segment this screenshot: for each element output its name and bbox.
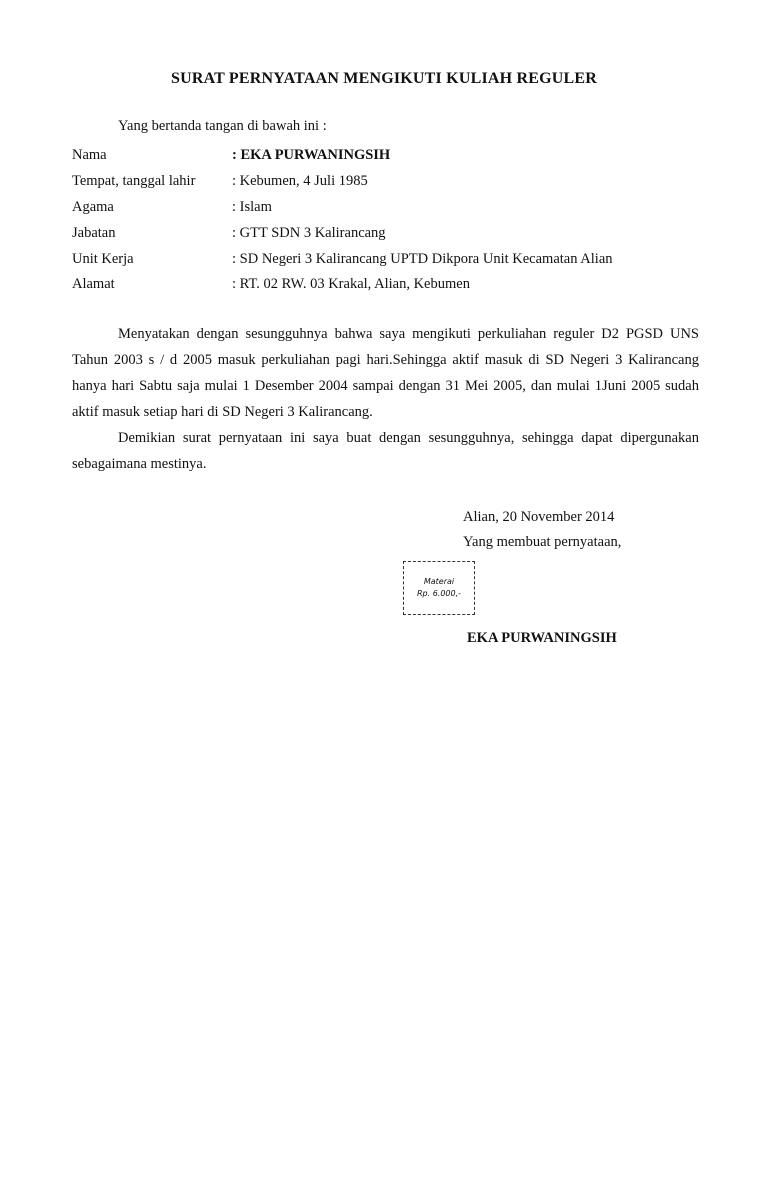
field-row-jabatan <box>72 220 712 246</box>
field-row-nama <box>72 143 712 169</box>
closing-paragraph: Demikian surat pernyataan ini saya buat dengan sesungguhnya, sehingga dapat dipergunakan sebagaimana mestinya. <box>72 430 699 472</box>
field-label: Tempat, tanggal lahir <box>72 173 196 190</box>
signer-name: EKA PURWANINGSIH <box>467 630 617 646</box>
field-value: : Kebumen, 4 Juli 1985 <box>232 173 368 190</box>
field-value: : EKA PURWANINGSIH <box>232 147 391 164</box>
stamp-line: Materai <box>423 577 455 586</box>
field-row-agama <box>72 195 712 221</box>
field-value: : RT. 02 RW. 03 Krakal, Alian, Kebumen <box>232 276 470 293</box>
field-value: : Islam <box>232 198 272 215</box>
field-label: Agama <box>72 198 114 215</box>
field-label: Alamat <box>72 276 115 293</box>
field-label: Nama <box>72 147 107 164</box>
identity-fields <box>72 143 712 298</box>
field-value: : SD Negeri 3 Kalirancang UPTD Dikpora Unit Kecamatan Alian <box>232 250 613 267</box>
statement-body <box>72 321 699 477</box>
field-row-unit-kerja <box>72 246 712 272</box>
field-label: Unit Kerja <box>72 250 134 267</box>
field-label: Jabatan <box>72 224 116 241</box>
stamp-amount: Rp. 6.000,- <box>416 589 462 598</box>
statement-paragraph: Menyatakan dengan sesungguhnya bahwa saya mengikuti perkuliahan reguler D2 PGSD UNS Tahun 2003 s / d 2005 masuk perkuliahan pagi hari.Sehingga aktif masuk di SD Negeri 3 Kalirancang hanya hari Sabtu saja mulai 1 Desember 2004 sampai dengan 31 Mei 2005, dan mulai 1Juni 2005 sudah aktif masuk setiap hari di SD Negeri 3 Kalirancang. <box>72 326 699 420</box>
maker-label: Yang membuat pernyataan, <box>463 534 622 550</box>
intro-text: Yang bertanda tangan di bawah ini : <box>118 118 327 134</box>
materai-stamp-box <box>403 561 475 615</box>
place-date: Alian, 20 November 2014 <box>463 509 615 525</box>
field-value: : GTT SDN 3 Kalirancang <box>232 224 386 241</box>
document-title: SURAT PERNYATAAN MENGIKUTI KULIAH REGULER <box>170 70 598 87</box>
field-row-tempat-tanggal-lahir <box>72 169 712 195</box>
field-row-alamat <box>72 272 712 298</box>
